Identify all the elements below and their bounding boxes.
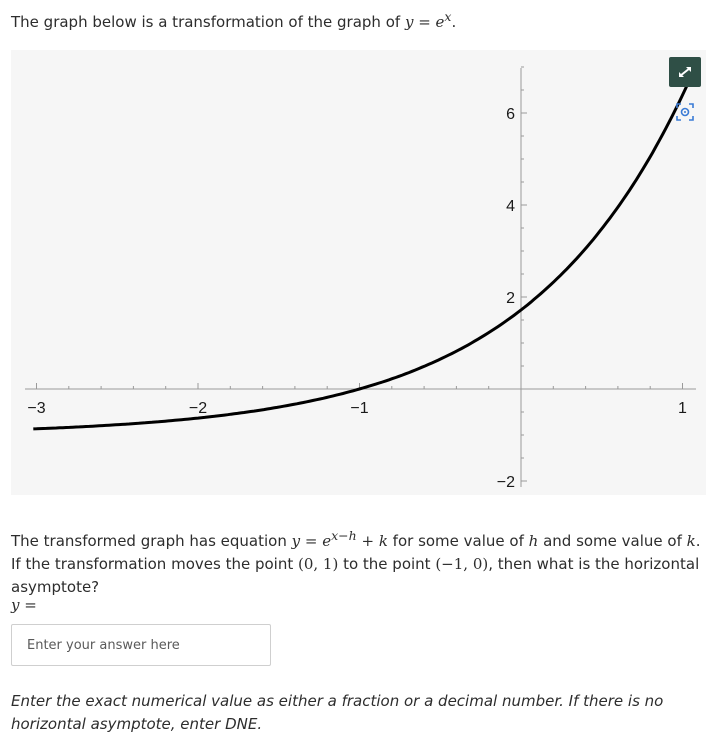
prompt-period: .: [451, 13, 457, 31]
answer-instructions: Enter the exact numerical value as either a fraction or a decimal number. If there is no horizontal asymptote, enter DNE.: [11, 692, 664, 733]
math-point-origin: (0, 1): [297, 555, 339, 573]
question-text-1: The transformed graph has equation: [11, 532, 292, 550]
exponential-curve: [33, 74, 692, 429]
math-equals: =: [300, 532, 323, 550]
question-text-4: . If the transformation moves the point: [11, 532, 701, 573]
y-tick-label: −2: [496, 474, 515, 491]
math-exponent: x−h: [331, 528, 357, 543]
expand-graph-button[interactable]: [669, 57, 701, 87]
x-tick-label: −2: [188, 400, 208, 417]
math-var-k: k: [686, 532, 696, 550]
question-text-3: and some value of: [538, 532, 687, 550]
math-base-e: e: [322, 532, 332, 550]
math-equals: =: [19, 596, 37, 614]
math-plus: +: [356, 532, 379, 550]
graph-panel: [11, 50, 706, 495]
y-tick-label: 2: [506, 290, 515, 307]
answer-label: [11, 596, 37, 614]
question-text: [11, 524, 711, 599]
math-var-h: h: [528, 532, 539, 550]
math-equals: =: [413, 13, 436, 31]
math-point-target: (−1, 0): [435, 555, 489, 573]
tick-labels: [27, 106, 687, 491]
x-tick-label: −3: [27, 400, 46, 417]
x-tick-label: −1: [350, 400, 369, 417]
graph-canvas: [11, 50, 706, 495]
x-tick-label: 1: [678, 400, 687, 417]
math-exponent: x: [444, 9, 452, 24]
math-var-y: y: [11, 596, 20, 614]
prompt-math: [404, 9, 452, 31]
prompt-text: The graph below is a transformation of the graph of: [11, 13, 405, 31]
problem-prompt: [11, 6, 456, 33]
y-tick-label: 6: [506, 106, 515, 123]
math-var-y: y: [291, 532, 301, 550]
recenter-graph-button[interactable]: [673, 100, 697, 124]
question-text-5: to the point: [338, 555, 436, 573]
locate-icon: [673, 100, 697, 124]
expand-arrows-icon: [669, 57, 701, 87]
question-text-2: for some value of: [387, 532, 529, 550]
equation-math: [291, 528, 388, 550]
question-text-6: , then what is the horizontal asymptote?: [11, 555, 700, 596]
math-base-e: e: [435, 13, 445, 31]
math-var-k: k: [378, 532, 388, 550]
math-var-y: y: [404, 13, 414, 31]
y-tick-label: 4: [506, 198, 515, 215]
answer-input[interactable]: [11, 624, 271, 666]
